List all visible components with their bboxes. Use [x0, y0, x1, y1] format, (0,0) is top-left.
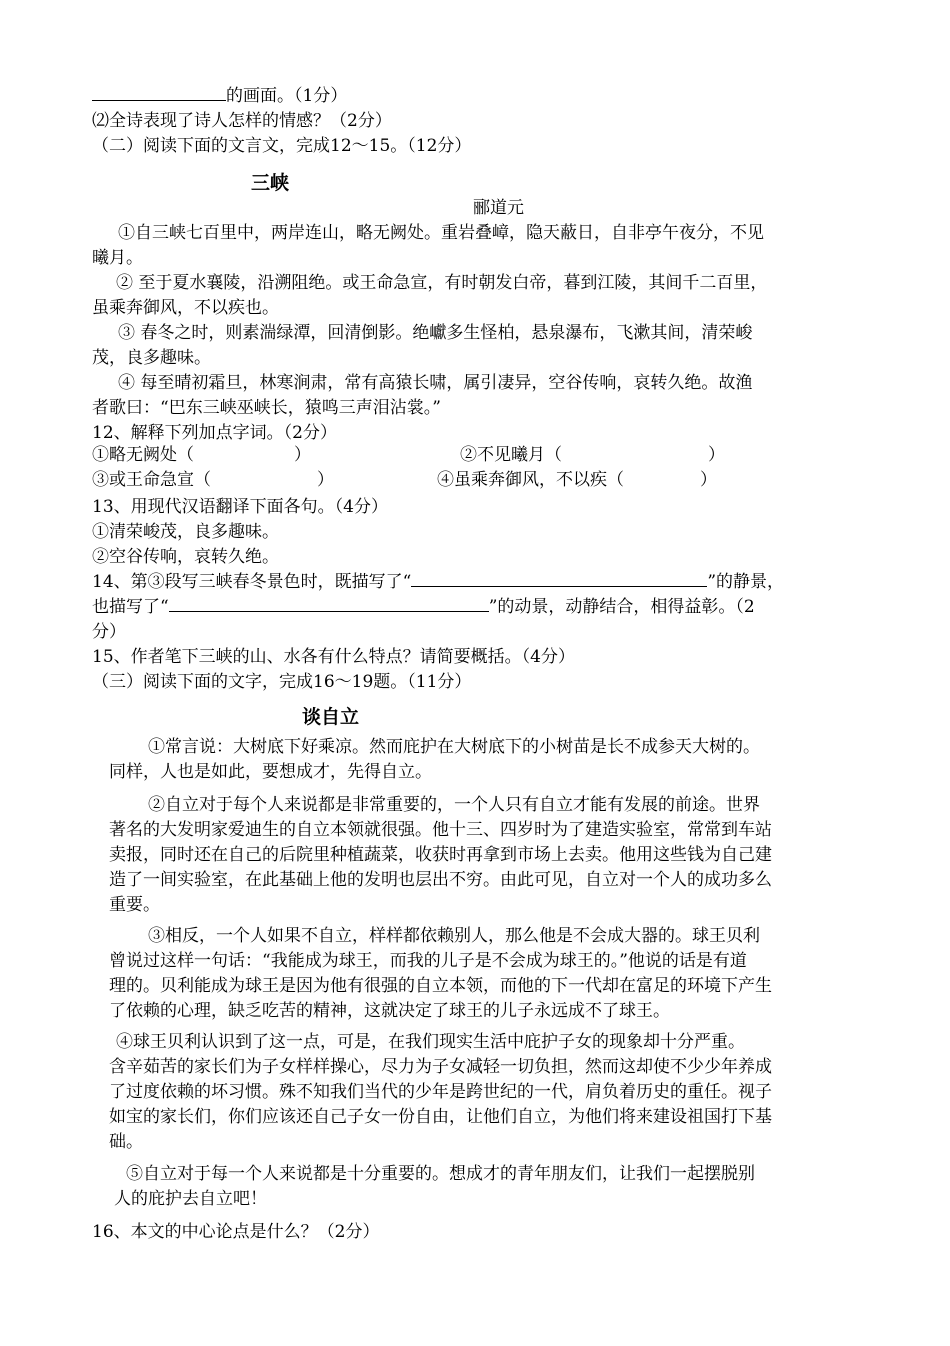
section2-intro: （二）阅读下面的文言文，完成12～15。（12分） [92, 136, 472, 156]
zili-para2-line4: 造了一间实验室，在此基础上他的发明也层出不穷。由此可见，自立对一个人的成功多么 [109, 870, 772, 890]
q14-text: 14、第③段写三峡春冬景色时，既描写了“ [92, 572, 412, 592]
q13-sentence-2: ②空谷传响，哀转久绝。 [92, 547, 279, 567]
zili-para3-line1: ③相反，一个人如果不自立，样样都依赖别人，那么他是不会成大器的。球王贝利 [148, 926, 760, 946]
zili-para2-line3: 卖报，同时还在自己的后院里种植蔬菜，收获时再拿到市场上去卖。他用这些钱为自己建 [109, 845, 772, 865]
zili-para4-line3: 了过度依赖的坏习惯。殊不知我们当代的少年是跨世纪的一代，肩负着历史的重任。视子 [109, 1082, 772, 1102]
question-13: 13、用现代汉语翻译下面各句。（4分） [92, 497, 388, 517]
sanxia-para4-line1: ④ 每至晴初霜旦，林寒涧肃，常有高猿长啸，属引凄异，空谷传响，哀转久绝。故渔 [118, 373, 753, 393]
zili-para3-line3: 理的。贝利能成为球王是因为他有很强的自立本领，而他的下一代却在富足的环境下产生 [109, 976, 772, 996]
question-14-line2 [92, 595, 755, 619]
close-paren: ） [294, 445, 311, 465]
zili-para4-line1: ④球王贝利认识到了这一点，可是，在我们现实生活中庇护子女的现象却十分严重。 [116, 1032, 745, 1052]
passage-title-zili: 谈自立 [302, 706, 360, 728]
section3-intro: （三）阅读下面的文字，完成16～19题。（11分） [92, 672, 472, 692]
q12-item-2-text: ②不见曦月（ [460, 445, 562, 465]
zili-para2-line2: 著名的大发明家爱迪生的自立本领就很强。他十三、四岁时为了建造实验室，常常到车站 [109, 820, 772, 840]
q12-item-3-text: ③或王命急宣（ [92, 470, 211, 490]
zili-para1-line2: 同样，人也是如此，要想成才，先得自立。 [109, 762, 432, 782]
q12-item-1 [92, 443, 311, 467]
zili-para4-line4: 如宝的家长们，你们应该还自己子女一份自由，让他们自立，为他们将来建设祖国打下基 [109, 1107, 772, 1127]
q12-item-1-text: ①略无阙处（ [92, 445, 194, 465]
question-14-line1 [92, 570, 784, 594]
q12-item-2 [460, 443, 725, 467]
q12-item-4 [437, 468, 717, 492]
q12-item-4-text: ④虽乘奔御风，不以疾（ [437, 470, 624, 490]
answer-line-row [92, 84, 347, 108]
q14-blank-dynamic[interactable] [169, 595, 489, 612]
sanxia-para2-line2: 虽乘奔御风，不以疾也。 [92, 298, 279, 318]
answer-blank[interactable] [92, 84, 226, 101]
prev-question-text: 的画面。（1分） [226, 86, 348, 106]
q14-blank-static[interactable] [411, 570, 707, 587]
question-15: 15、作者笔下三峡的山、水各有什么特点？请简要概括。（4分） [92, 647, 575, 667]
passage-title-sanxia: 三峡 [251, 172, 290, 194]
question-14-line3: 分） [92, 622, 126, 642]
sanxia-para1-line1: ①自三峡七百里中，两岸连山，略无阙处。重岩叠嶂，隐天蔽日，自非亭午夜分，不见 [118, 223, 764, 243]
q13-sentence-1: ①清荣峻茂，良多趣味。 [92, 522, 279, 542]
zili-para2-line5: 重要。 [109, 895, 160, 915]
prev-question-2: ⑵全诗表现了诗人怎样的情感？（2分） [92, 111, 392, 131]
close-paren: ） [317, 470, 334, 490]
zili-para2-line1: ②自立对于每个人来说都是非常重要的，一个人只有自立才能有发展的前途。世界 [148, 795, 760, 815]
q12-item-3 [92, 468, 334, 492]
question-16: 16、本文的中心论点是什么？（2分） [92, 1222, 380, 1242]
sanxia-para2-line1: ② 至于夏水襄陵，沿溯阻绝。或王命急宣，有时朝发白帝，暮到江陵，其间千二百里， [116, 273, 768, 293]
zili-para3-line2: 曾说过这样一句话：“我能成为球王，而我的儿子是不会成为球王的。”他说的话是有道 [109, 951, 747, 971]
q14-text: ”的动景，动静结合，相得益彰。（2 [488, 597, 755, 617]
question-12: 12、解释下列加点字词。（2分） [92, 423, 337, 443]
zili-para4-line2: 含辛茹苦的家长们为子女样样操心，尽力为子女减轻一切负担，然而这却使不少少年养成 [109, 1057, 772, 1077]
sanxia-para3-line2: 茂，良多趣味。 [92, 348, 211, 368]
zili-para5-line2: 人的庇护去自立吧！ [114, 1189, 267, 1209]
sanxia-para1-line2: 曦月。 [92, 248, 143, 268]
close-paren: ） [708, 445, 725, 465]
q14-text: ”的静景， [707, 572, 785, 592]
zili-para1-line1: ①常言说：大树底下好乘凉。然而庇护在大树底下的小树苗是长不成参天大树的。 [148, 737, 760, 757]
sanxia-para3-line1: ③ 春冬之时，则素湍绿潭，回清倒影。绝巘多生怪柏，悬泉瀑布，飞漱其间，清荣峻 [118, 323, 753, 343]
zili-para4-line5: 础。 [109, 1132, 143, 1152]
passage-author: 郦道元 [473, 198, 524, 218]
q14-text: 也描写了“ [92, 597, 169, 617]
sanxia-para4-line2: 者歌曰：“巴东三峡巫峡长，猿鸣三声泪沾裳。” [92, 398, 441, 418]
close-paren: ） [700, 470, 717, 490]
zili-para5-line1: ⑤自立对于每一个人来说都是十分重要的。想成才的青年朋友们，让我们一起摆脱别 [126, 1164, 755, 1184]
zili-para3-line4: 了依赖的心理，缺乏吃苦的精神，这就决定了球王的儿子永远成不了球王。 [109, 1001, 670, 1021]
